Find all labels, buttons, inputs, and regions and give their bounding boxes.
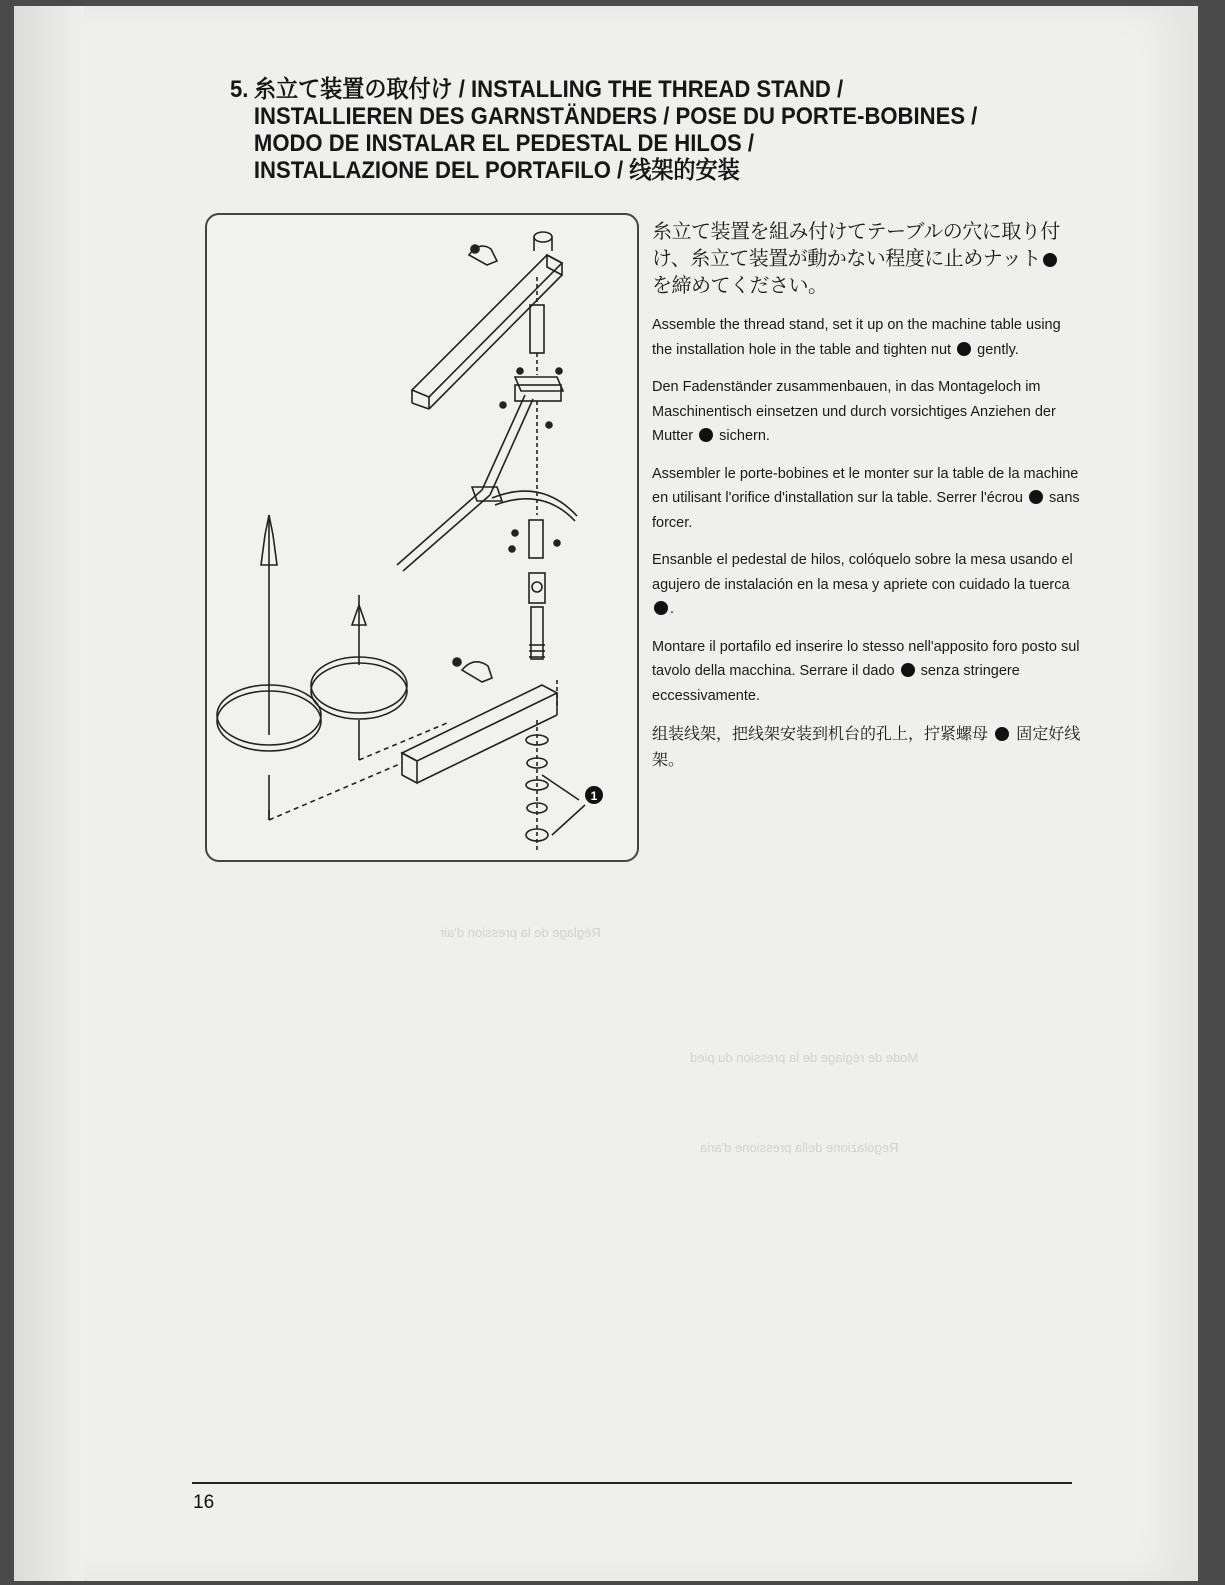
italian-instruction	[652, 635, 1082, 709]
nut-callout-icon	[957, 342, 971, 356]
english-instruction	[652, 313, 1082, 362]
nut-callout-icon	[1043, 253, 1057, 267]
italian-text: Montare il portafilo ed inserire lo stesso nell'apposito foro posto sul tavolo della macchina. Serrare il dado	[652, 638, 1080, 679]
page-binding-shadow	[14, 6, 84, 1581]
english-text-end: gently.	[977, 341, 1019, 358]
japanese-line-text: け、糸立て装置が動かない程度に止めナット	[652, 246, 1041, 270]
nut-callout-icon	[1029, 490, 1043, 504]
german-text-end: sichern.	[719, 428, 770, 444]
spanish-instruction	[652, 548, 1082, 622]
spanish-text-end: .	[670, 601, 675, 617]
spanish-text: Ensanble el pedestal de hilos, colóquelo sobre la mesa usando el agujero de instalación en la mesa y apriete con cuidado la tuerca	[652, 552, 1073, 593]
thread-stand-exploded-view	[207, 215, 637, 860]
section-title-line: MODO DE INSTALAR EL PEDESTAL DE HILOS /	[253, 130, 755, 157]
english-text: Assemble the thread stand, set it up on the machine table using the installation hole in the table and tighten nut	[652, 317, 1061, 358]
french-text: Assembler le porte-bobines et le monter sur la table de la machine en utilisant l'orifice d'installation sur la table. Serrer l'écrou	[652, 465, 1079, 506]
french-instruction	[652, 462, 1082, 536]
section-number: 5.	[230, 76, 249, 103]
german-text: Den Fadenständer zusammenbauen, in das Montageloch im Maschinentisch einsetzen und durch vorsichtiges Anziehen der Mutter	[652, 379, 1056, 444]
section-title-line: 糸立て装置の取付け / INSTALLING THE THREAD STAND /	[253, 76, 844, 103]
footer-rule	[192, 1482, 1072, 1484]
japanese-line: 糸立て装置を組み付けてテーブルの穴に取り付	[652, 219, 1060, 243]
japanese-instruction	[652, 218, 1082, 299]
japanese-line	[652, 245, 1082, 272]
chinese-text-end: 固定好线架。	[652, 724, 1081, 769]
page-number: 16	[193, 1492, 215, 1513]
bleed-through-text: Regolazione della pressione d'aria	[700, 1140, 899, 1155]
german-instruction	[652, 375, 1082, 449]
chinese-text: 组装线架，把线架安装到机台的孔上，拧紧螺母	[652, 724, 989, 743]
nut-callout-icon	[901, 663, 915, 677]
chinese-instruction	[652, 721, 1082, 773]
section-title-line: INSTALLAZIONE DEL PORTAFILO / 线架的安装	[253, 157, 740, 184]
svg-text:1: 1	[590, 789, 598, 803]
bleed-through-text: Mode de réglage de la pression du pied	[690, 1050, 919, 1065]
section-title-line: INSTALLIEREN DES GARNSTÄNDERS / POSE DU PORTE-BOBINES /	[253, 103, 978, 130]
japanese-line: を締めてください。	[652, 273, 828, 297]
instruction-text	[652, 218, 1082, 773]
bleed-through-text: Réglage de la pression d'air	[440, 925, 601, 940]
nut-callout-icon	[699, 428, 713, 442]
thread-stand-diagram	[205, 213, 639, 862]
nut-callout-icon	[654, 601, 668, 615]
nut-callout-icon	[995, 727, 1009, 741]
french-text-end: sans forcer.	[652, 490, 1080, 531]
italian-text-end: senza stringere eccessivamente.	[652, 663, 1020, 704]
